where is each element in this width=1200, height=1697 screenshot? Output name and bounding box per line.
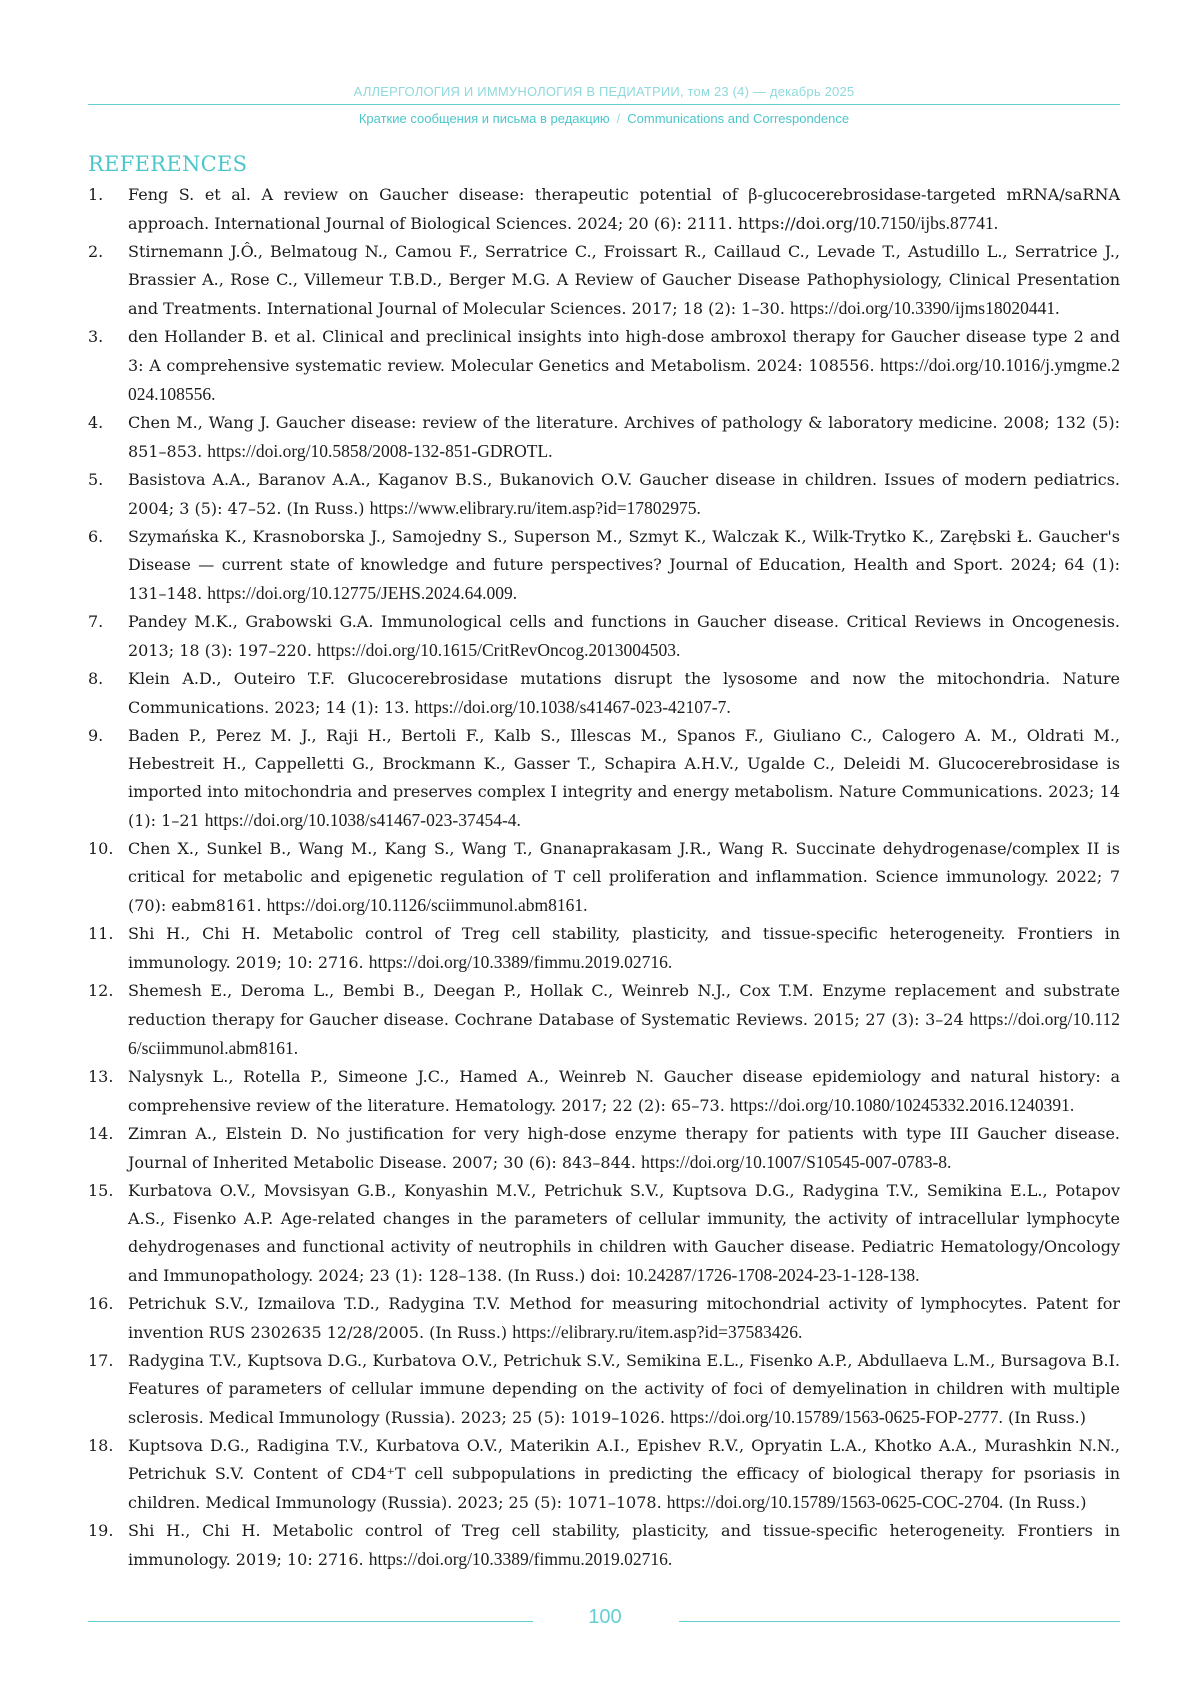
reference-number: 13. — [88, 1067, 114, 1086]
reference-item — [88, 466, 1120, 523]
reference-list — [88, 181, 1120, 1574]
reference-citation: Basistova A.A., Baranov A.A., Kaganov B.S., Bukanovich O.V. Gaucher disease in children. Issues of modern pediatrics. 2004; 3 (5): 47–52. (In Russ.) — [128, 470, 1120, 518]
reference-number: 4. — [88, 413, 104, 432]
reference-citation: Szymańska K., Krasnoborska J., Samojedny S., Superson M., Szmyt K., Walczak K., Wilk-Trytko K., Zarębski Ł. Gaucher's Disease — current state of knowledge and future perspectives? Journal of Education, Health and Sport. 2024; 64 (1): 131–148. — [128, 527, 1120, 603]
reference-item — [88, 1432, 1120, 1517]
reference-item — [88, 238, 1120, 323]
reference-item — [88, 523, 1120, 608]
reference-number: 12. — [88, 981, 114, 1000]
reference-number: 2. — [88, 242, 104, 261]
reference-link[interactable]: https://doi.org/10.3390/ijms18020441. — [790, 298, 1060, 318]
reference-citation: Shemesh E., Deroma L., Bembi B., Deegan P., Hollak C., Weinreb N.J., Cox T.M. Enzyme replacement and substrate reduction therapy for Gaucher disease. Cochrane Database of Systematic Reviews. 2015; 27 (3): 3–24 — [128, 981, 1120, 1029]
reference-link[interactable]: https://doi.org/10.15789/1563-0625-FOP-2777. — [670, 1407, 1003, 1427]
reference-number: 10. — [88, 839, 114, 858]
reference-item — [88, 181, 1120, 238]
reference-link[interactable]: https://elibrary.ru/item.asp?id=37583426. — [512, 1322, 803, 1342]
reference-number: 11. — [88, 924, 114, 943]
reference-number: 15. — [88, 1181, 114, 1200]
reference-link[interactable]: https://doi.org/10.1038/s41467-023-42107-7. — [414, 697, 731, 717]
reference-item — [88, 1120, 1120, 1177]
reference-link[interactable]: https://doi.org/10.1007/S10545-007-0783-8. — [641, 1152, 952, 1172]
reference-number: 19. — [88, 1521, 114, 1540]
reference-text — [128, 1432, 1120, 1517]
reference-item — [88, 977, 1120, 1063]
reference-item — [88, 665, 1120, 722]
reference-text — [128, 1347, 1120, 1432]
reference-link[interactable]: https://doi.org/10.1126/sciimmunol.abm8161. — [128, 1009, 1120, 1058]
reference-item — [88, 1517, 1120, 1574]
reference-suffix: (In Russ.) — [1002, 1408, 1086, 1427]
reference-text — [128, 409, 1120, 466]
reference-citation: Kuptsova D.G., Radigina T.V., Kurbatova O.V., Materikin A.I., Epishev R.V., Opryatin L.A., Khotko A.A., Murashkin N.N., Petrichuk S.V. Content of CD4⁺T cell subpopulations in predicting the efficacy of biological therapy for psoriasis in children. Medical Immunology (Russia). 2023; 25 (5): 1071–1078. — [128, 1436, 1120, 1512]
reference-text — [128, 722, 1120, 835]
reference-number: 17. — [88, 1351, 114, 1370]
reference-text — [128, 1517, 1120, 1574]
reference-link[interactable]: https://doi.org/10.3389/fimmu.2019.02716. — [368, 1549, 673, 1569]
reference-item — [88, 920, 1120, 977]
reference-link[interactable]: https://doi.org/10.3389/fimmu.2019.02716. — [368, 952, 673, 972]
reference-citation: Shi H., Chi H. Metabolic control of Treg cell stability, plasticity, and tissue-specific heterogeneity. Frontiers in immunology. 2019; 10: 2716. — [128, 1521, 1120, 1569]
reference-citation: Pandey M.K., Grabowski G.A. Immunological cells and functions in Gaucher disease. Critical Reviews in Oncogenesis. 2013; 18 (3): 197–220. — [128, 612, 1120, 660]
journal-header: АЛЛЕРГОЛОГИЯ И ИММУНОЛОГИЯ В ПЕДИАТРИИ, том 23 (4) — декабрь 2025 — [353, 84, 855, 99]
reference-citation: Nalysnyk L., Rotella P., Simeone J.C., Hamed A., Weinreb N. Gaucher disease epidemiology and natural history: a comprehensive review of the literature. Hematology. 2017; 22 (2): 65–73. — [128, 1067, 1120, 1115]
reference-number: 8. — [88, 669, 104, 688]
reference-link[interactable]: https://doi.org/10.12775/JEHS.2024.64.009. — [207, 583, 518, 603]
reference-citation: Feng S. et al. A review on Gaucher disease: therapeutic potential of β-glucocerebrosidase-targeted mRNA/saRNA approach. International Journal of Biological Sciences. 2024; 20 (6): 2111. https://doi.org/ — [128, 185, 1120, 233]
reference-text — [128, 1290, 1120, 1347]
reference-link[interactable]: https://doi.org/10.1016/j.ymgme.2024.108556. — [128, 355, 1120, 404]
reference-text — [128, 608, 1120, 665]
reference-number: 1. — [88, 185, 104, 204]
reference-text — [128, 1177, 1120, 1290]
reference-suffix: (In Russ.) — [1003, 1493, 1087, 1512]
reference-citation: Stirnemann J.Ô., Belmatoug N., Camou F., Serratrice C., Froissart R., Caillaud C., Levade T., Astudillo L., Serratrice J., Brassier A., Rose C., Villemeur T.B.D., Berger M.G. A Review of Gaucher Disease Pathophysiology, Clinical Presentation and Treatments. International Journal of Molecular Sciences. 2017; 18 (2): 1–30. — [128, 242, 1120, 318]
reference-text — [128, 1120, 1120, 1177]
reference-text — [128, 181, 1120, 238]
reference-item — [88, 608, 1120, 665]
reference-citation: Petrichuk S.V., Izmailova T.D., Radygina T.V. Method for measuring mitochondrial activity of lymphocytes. Patent for invention RUS 2302635 12/28/2005. (In Russ.) — [128, 1294, 1120, 1342]
reference-citation: Zimran A., Elstein D. No justification for very high-dose enzyme therapy for patients with type III Gaucher disease. Journal of Inherited Metabolic Disease. 2007; 30 (6): 843–844. — [128, 1124, 1120, 1172]
section-header — [88, 111, 1120, 126]
reference-text — [128, 466, 1120, 523]
reference-link[interactable]: https://doi.org/10.15789/1563-0625-COC-2704. — [666, 1492, 1004, 1512]
reference-citation: Shi H., Chi H. Metabolic control of Treg cell stability, plasticity, and tissue-specific heterogeneity. Frontiers in immunology. 2019; 10: 2716. — [128, 924, 1120, 972]
reference-text — [128, 238, 1120, 323]
reference-link[interactable]: https://doi.org/10.1080/10245332.2016.1240391. — [729, 1095, 1075, 1115]
reference-citation: Chen X., Sunkel B., Wang M., Kang S., Wang T., Gnanaprakasam J.R., Wang R. Succinate dehydrogenase/complex II is critical for metabolic and epigenetic regulation of T cell proliferation and inflammation. Science immunology. 2022; 7 (70): eabm8161. — [128, 839, 1120, 915]
header-divider — [88, 104, 1120, 105]
footer-divider-right — [679, 1621, 1120, 1622]
reference-number: 16. — [88, 1294, 114, 1313]
reference-link[interactable]: https://www.elibrary.ru/item.asp?id=17802975. — [369, 498, 701, 518]
reference-link[interactable]: https://doi.org/10.5858/2008-132-851-GDROTL. — [207, 441, 553, 461]
reference-text — [128, 977, 1120, 1063]
reference-item — [88, 1063, 1120, 1120]
footer-divider-left — [88, 1621, 533, 1622]
reference-number: 6. — [88, 527, 104, 546]
reference-citation: Kurbatova O.V., Movsisyan G.B., Konyashin M.V., Petrichuk S.V., Kuptsova D.G., Radygina T.V., Semikina E.L., Potapov A.S., Fisenko A.P. Age-related changes in the parameters of cellular immunity, the activity of intracellular lymphocyte dehydrogenases and functional activity of neutrophils in children with Gaucher disease. Pediatric Hematology/Oncology and Immunopathology. 2024; 23 (1): 128–138. (In Russ.) doi: — [128, 1181, 1120, 1285]
reference-text — [128, 1063, 1120, 1120]
reference-text — [128, 665, 1120, 722]
reference-number: 3. — [88, 327, 104, 346]
reference-link[interactable]: https://doi.org/10.1038/s41467-023-37454-4. — [204, 810, 521, 830]
reference-item — [88, 835, 1120, 920]
reference-number: 18. — [88, 1436, 114, 1455]
reference-number: 7. — [88, 612, 104, 631]
reference-link[interactable]: 10.7150/ijbs.87741. — [858, 213, 999, 233]
reference-item — [88, 409, 1120, 466]
reference-citation: Chen M., Wang J. Gaucher disease: review of the literature. Archives of pathology & laboratory medicine. 2008; 132 (5): 851–853. — [128, 413, 1120, 461]
references-heading: REFERENCES — [88, 152, 248, 176]
reference-citation: Baden P., Perez M. J., Raji H., Bertoli F., Kalb S., Illescas M., Spanos F., Giuliano C., Calogero A. M., Oldrati M., Hebestreit H., Cappelletti G., Brockmann K., Gasser T., Schapira A.H.V., Ugalde C., Deleidi M. Glucocerebrosidase is imported into mitochondria and preserves complex I integrity and energy metabolism. Nature Communications. 2023; 14 (1): 1–21 — [128, 726, 1120, 830]
section-title-en: Communications and Correspondence — [627, 111, 850, 126]
reference-text — [128, 523, 1120, 608]
reference-item — [88, 1290, 1120, 1347]
section-separator: / — [616, 111, 621, 126]
reference-item — [88, 722, 1120, 835]
section-title-ru: Краткие сообщения и письма в редакцию — [358, 111, 610, 126]
reference-number: 14. — [88, 1124, 114, 1143]
reference-citation: Radygina T.V., Kuptsova D.G., Kurbatova O.V., Petrichuk S.V., Semikina E.L., Fisenko A.P., Abdullaeva L.M., Bursagova B.I. Features of parameters of cellular immune depending on the activity of foci of demyelination in children with multiple sclerosis. Medical Immunology (Russia). 2023; 25 (5): 1019–1026. — [128, 1351, 1120, 1427]
reference-item — [88, 1347, 1120, 1432]
reference-citation: Klein A.D., Outeiro T.F. Glucocerebrosidase mutations disrupt the lysosome and now the mitochondria. Nature Communications. 2023; 14 (1): 13. — [128, 669, 1120, 717]
reference-link[interactable]: https://doi.org/10.1126/sciimmunol.abm8161. — [266, 895, 588, 915]
reference-number: 9. — [88, 726, 104, 745]
reference-citation: den Hollander B. et al. Clinical and preclinical insights into high-dose ambroxol therapy for Gaucher disease type 2 and 3: A comprehensive systematic review. Molecular Genetics and Metabolism. 2024: 108556. — [128, 327, 1120, 375]
reference-text — [128, 323, 1120, 409]
page-number: 100 — [588, 1606, 622, 1628]
reference-number: 5. — [88, 470, 104, 489]
reference-item — [88, 1177, 1120, 1290]
reference-link[interactable]: https://doi.org/10.1615/CritRevOncog.2013004503. — [317, 640, 681, 660]
reference-text — [128, 835, 1120, 920]
reference-item — [88, 323, 1120, 409]
reference-text — [128, 920, 1120, 977]
reference-link[interactable]: 10.24287/1726-1708-2024-23-1-128-138. — [625, 1265, 920, 1285]
